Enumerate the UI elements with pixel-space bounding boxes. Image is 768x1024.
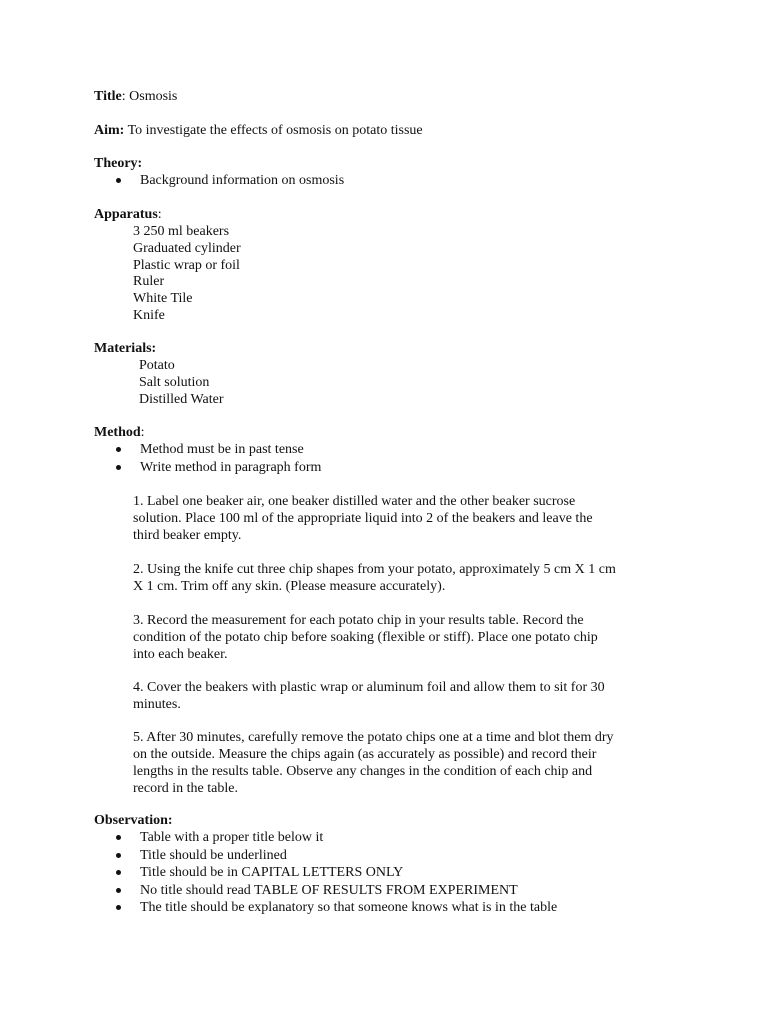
observation-label: Observation: (94, 813, 173, 828)
bullet-icon (116, 447, 121, 452)
method-step-3 (133, 612, 678, 663)
list-item: Title should be underlined (94, 847, 694, 865)
method-label: Method (94, 425, 141, 440)
observation-section (94, 812, 694, 917)
step-line: solution. Place 100 ml of the appropriate liquid into 2 of the beakers and leave the (133, 511, 593, 526)
step-line: into each beaker. (133, 647, 228, 662)
list-item: White Tile (133, 291, 193, 307)
title-value: Osmosis (129, 89, 178, 104)
list-item: Background information on osmosis (94, 172, 694, 190)
apparatus-section: Apparatus: 3 250 ml beakers Graduated cylinder Plastic wrap or foil Ruler White Tile Knife (94, 206, 694, 324)
title-separator: : (121, 89, 130, 104)
method-step-1 (133, 493, 678, 544)
bullet-icon (116, 870, 121, 875)
method-step-5 (133, 729, 678, 797)
step-line: record in the table. (133, 781, 238, 796)
list-item: No title should read TABLE OF RESULTS FROM EXPERIMENT (94, 882, 694, 900)
list-item: Ruler (133, 274, 165, 290)
step-line: lengths in the results table. Observe any changes in the condition of each chip and (133, 764, 593, 779)
method-notes-list (94, 441, 694, 476)
bullet-icon (116, 835, 121, 840)
bullet-icon (116, 905, 121, 910)
aim-line (94, 122, 694, 139)
list-item: Plastic wrap or foil (133, 257, 240, 273)
list-item: Knife (133, 307, 165, 323)
list-item: Graduated cylinder (133, 240, 241, 256)
title-line (94, 88, 694, 105)
step-line: 5. After 30 minutes, carefully remove the potato chips one at a time and blot them dry (133, 730, 614, 745)
title-label: Title (94, 89, 122, 104)
aim-value: To investigate the effects of osmosis on potato tissue (124, 123, 423, 138)
materials-label: Materials: (94, 341, 157, 356)
step-line: 4. Cover the beakers with plastic wrap or aluminum foil and allow them to sit for 30 (133, 680, 605, 695)
apparatus-label: Apparatus (94, 207, 158, 222)
method-step-4 (133, 679, 678, 713)
step-line: X 1 cm. Trim off any skin. (Please measure accurately). (133, 579, 446, 594)
materials-section (94, 340, 694, 407)
list-item: The title should be explanatory so that someone knows what is in the table (94, 899, 694, 917)
list-item: 3 250 ml beakers (133, 224, 230, 239)
step-line: minutes. (133, 697, 181, 712)
step-line: 2. Using the knife cut three chip shapes from your potato, approximately 5 cm X 1 cm (133, 562, 616, 577)
theory-label: Theory: (94, 156, 143, 171)
list-item: Write method in paragraph form (94, 459, 694, 477)
list-item: Salt solution (139, 374, 210, 390)
list-item: Title should be in CAPITAL LETTERS ONLY (94, 864, 694, 882)
theory-section (94, 155, 694, 190)
step-line: 1. Label one beaker air, one beaker distilled water and the other beaker sucrose (133, 494, 576, 509)
apparatus-list (94, 223, 694, 324)
step-line: on the outside. Measure the chips again (as accurately as possible) and record their (133, 747, 597, 762)
list-item: Distilled Water (139, 391, 224, 407)
bullet-icon (116, 853, 121, 858)
step-line: condition of the potato chip before soaking (flexible or stiff). Place one potato chip (133, 630, 598, 645)
theory-list (94, 172, 694, 190)
step-line: third beaker empty. (133, 528, 242, 543)
bullet-icon (116, 178, 121, 183)
observation-list (94, 829, 694, 917)
bullet-icon (116, 888, 121, 893)
bullet-icon (116, 465, 121, 470)
method-step-2 (133, 561, 678, 595)
method-section: Method: Method must be in past tense Write method in paragraph form (94, 424, 694, 476)
step-line: 3. Record the measurement for each potato chip in your results table. Record the (133, 613, 584, 628)
list-item: Potato (139, 358, 175, 373)
materials-list (94, 357, 694, 407)
aim-label: Aim: (94, 123, 125, 138)
list-item: Method must be in past tense (94, 441, 694, 459)
list-item: Table with a proper title below it (94, 829, 694, 847)
